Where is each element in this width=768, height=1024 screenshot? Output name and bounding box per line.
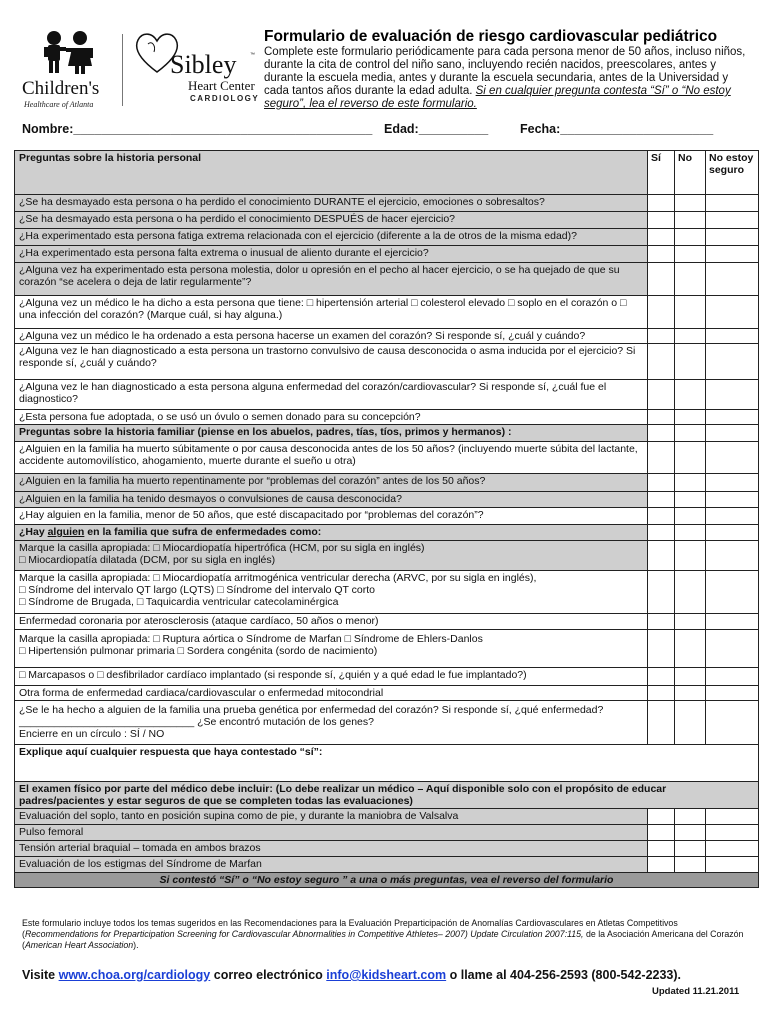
answer-no-cell[interactable] [675, 246, 706, 263]
answer-ns-cell[interactable] [706, 701, 759, 745]
question-text: ¿Alguna vez un médico le ha dicho a esta persona que tiene: □ hipertensión arterial □ colesterol elevado □ soplo en el corazón o □ una infección del corazón? (Marque cuál, si hay alguna.) [15, 296, 648, 329]
answer-no-cell[interactable] [675, 344, 706, 380]
question-text: ¿Ha experimentado esta persona falta extrema o inusual de aliento durante el ejercicio? [15, 246, 648, 263]
answer-ns-cell[interactable] [706, 212, 759, 229]
table-row [15, 825, 759, 841]
answer-si-cell[interactable] [648, 195, 675, 212]
question-text: ¿Alguna vez le han diagnosticado a esta persona un trastorno convulsivo de causa desconocida o asma inducida por el ejercicio? Si responde sí, ¿cuál y cuándo? [15, 344, 648, 380]
table-row [15, 246, 759, 263]
answer-si-cell[interactable] [648, 212, 675, 229]
answer-si-cell[interactable] [648, 668, 675, 686]
final-note: Si contestó “Sí” o “No estoy seguro ” a una o más preguntas, vea el reverso del formulario [15, 873, 759, 888]
disease-heading-pre: ¿Hay [19, 526, 48, 538]
table-row [15, 686, 759, 701]
question-text: Otra forma de enfermedad cardiaca/cardiovascular o enfermedad mitocondrial [15, 686, 648, 701]
contact-phone: o llame al 404-256-2593 (800-542-2233). [446, 968, 682, 982]
answer-si-cell[interactable] [648, 825, 675, 841]
answer-si-cell[interactable] [648, 474, 675, 492]
disease-heading-row [15, 525, 759, 541]
form-title: Formulario de evaluación de riesgo cardiovascular pediátrico [264, 28, 718, 45]
answer-ns-cell[interactable] [706, 492, 759, 508]
exam-item: Pulso femoral [15, 825, 648, 841]
answer-si-cell[interactable] [648, 344, 675, 380]
question-text: ¿Alguien en la familia ha tenido desmayos o convulsiones de causa desconocida? [15, 492, 648, 508]
table-row [15, 630, 759, 668]
footnote [22, 918, 752, 951]
logo-divider [122, 34, 123, 106]
logo-area [18, 28, 258, 108]
table-row [15, 474, 759, 492]
answer-si-cell[interactable] [648, 229, 675, 246]
blank-cell [648, 525, 675, 541]
blank-cell [675, 425, 706, 442]
answer-ns-cell[interactable] [706, 380, 759, 410]
question-text: ¿Alguna vez ha experimentado esta persona molestia, dolor u opresión en el pecho al hacer ejercicio, o se ha quejado de que su corazón “se acelera o deja de latir regularmente”? [15, 263, 648, 296]
intro-text: Complete este formulario periódicamente para cada persona menor de 50 años, incluso niños, durante la cita de control del niño sano, incluyendo recién nacidos, preescolares, antes y durante la escuela media, antes y durante la escuela secundaria, antes de la Universidad y cada tantos años durante la edad adulta. [264, 46, 746, 97]
answer-ns-cell[interactable] [706, 630, 759, 668]
contact-mid: correo electrónico [210, 968, 327, 982]
answer-ns-cell[interactable] [706, 809, 759, 825]
table-row [15, 380, 759, 410]
footnote-end: ). [133, 940, 139, 950]
table-header-row [15, 151, 759, 195]
answer-no-cell[interactable] [675, 195, 706, 212]
table-row [15, 344, 759, 380]
contact-line [22, 968, 681, 982]
childrens-logo-subtitle: Healthcare of Atlanta [24, 100, 94, 109]
table-row [15, 410, 759, 425]
answer-no-cell[interactable] [675, 686, 706, 701]
answer-si-cell[interactable] [648, 508, 675, 525]
table-row [15, 492, 759, 508]
answer-no-cell[interactable] [675, 630, 706, 668]
question-text: ¿Se le ha hecho a alguien de la familia una prueba genética por enfermedad del corazón? Si responde sí, ¿qué enfermedad? ______________________________ ¿Se encontró mutación de los genes? Encierre en un círculo : SÍ / NO [15, 701, 648, 745]
answer-no-cell[interactable] [675, 329, 706, 344]
table-row [15, 541, 759, 571]
answer-ns-cell[interactable] [706, 229, 759, 246]
table-row [15, 571, 759, 614]
answer-si-cell[interactable] [648, 442, 675, 474]
answer-ns-cell[interactable] [706, 296, 759, 329]
fecha-field[interactable]: Fecha:______________________ [520, 122, 714, 136]
answer-ns-cell[interactable] [706, 410, 759, 425]
answer-ns-cell[interactable] [706, 474, 759, 492]
exam-item: Evaluación de los estigmas del Síndrome de Marfan [15, 857, 648, 873]
table-row [15, 857, 759, 873]
answer-no-cell[interactable] [675, 410, 706, 425]
family-history-heading-row [15, 425, 759, 442]
question-text: ¿Se ha desmayado esta persona o ha perdido el conocimiento DESPUÉS de hacer ejercicio? [15, 212, 648, 229]
answer-no-cell[interactable] [675, 668, 706, 686]
question-text: ¿Hay alguien en la familia, menor de 50 años, que esté discapacitado por “problemas del corazón”? [15, 508, 648, 525]
answer-ns-cell[interactable] [706, 263, 759, 296]
answer-no-cell[interactable] [675, 212, 706, 229]
exam-heading-row [15, 782, 759, 809]
question-text: ¿Ha experimentado esta persona fatiga extrema relacionada con el ejercicio (diferente a la de otros de la misma edad)? [15, 229, 648, 246]
sibley-logo-cardiology: CARDIOLOGY [190, 94, 260, 103]
blank-cell [648, 425, 675, 442]
question-text: ¿Se ha desmayado esta persona o ha perdido el conocimiento DURANTE el ejercicio, emociones o sobresaltos? [15, 195, 648, 212]
answer-si-cell[interactable] [648, 410, 675, 425]
explain-row [15, 745, 759, 782]
answer-ns-cell[interactable] [706, 195, 759, 212]
table-row [15, 229, 759, 246]
answer-ns-cell[interactable] [706, 246, 759, 263]
question-text: Marque la casilla apropiada: □ Miocardiopatía hipertrófica (HCM, por su sigla en inglés) □ Miocardiopatía dilatada (DCM, por su sigla en inglés) [15, 541, 648, 571]
footnote-text: Este formulario incluye todos los temas sugeridos en las Recomendaciones para la Evaluación Preparticipación de Anomalías Cardiovasculares en Atletas Competitivos ( [22, 918, 678, 939]
answer-no-cell[interactable] [675, 474, 706, 492]
exam-item: Evaluación del soplo, tanto en posición supina como de pie, y durante la maniobra de Valsalva [15, 809, 648, 825]
answer-no-cell[interactable] [675, 442, 706, 474]
table-row [15, 701, 759, 745]
question-text: ¿Alguna vez un médico le ha ordenado a esta persona hacerse un examen del corazón? Si responde sí, ¿cuál y cuándo? [15, 329, 648, 344]
question-text: ¿Esta persona fue adoptada, o se usó un óvulo o semen donado para su concepción? [15, 410, 648, 425]
answer-no-cell[interactable] [675, 825, 706, 841]
answer-si-cell[interactable] [648, 614, 675, 630]
question-text: Marque la casilla apropiada: □ Ruptura aórtica o Síndrome de Marfan □ Síndrome de Ehlers-Danlos □ Hipertensión pulmonar primaria □ Sordera congénita (sordo de nacimiento) [15, 630, 648, 668]
answer-no-cell[interactable] [675, 492, 706, 508]
answer-no-cell[interactable] [675, 541, 706, 571]
question-text: Enfermedad coronaria por aterosclerosis (ataque cardíaco, 50 años o menor) [15, 614, 648, 630]
answer-si-cell[interactable] [648, 571, 675, 614]
blank-cell [706, 525, 759, 541]
answer-si-cell[interactable] [648, 246, 675, 263]
table-row [15, 296, 759, 329]
answer-si-cell[interactable] [648, 701, 675, 745]
table-row [15, 263, 759, 296]
questionnaire-table [14, 150, 759, 888]
website-link[interactable]: www.choa.org/cardiology [58, 968, 211, 982]
table-row [15, 212, 759, 229]
answer-ns-cell[interactable] [706, 825, 759, 841]
table-row [15, 508, 759, 525]
answer-si-cell[interactable] [648, 296, 675, 329]
disease-heading [15, 525, 648, 541]
footnote-citation: Recommendations for Preparticipation Screening for Cardiovascular Abnormalities in Competitive Athletes– 2007) Update Circulation 2007:115, [24, 929, 584, 939]
answer-ns-cell[interactable] [706, 541, 759, 571]
answer-ns-cell[interactable] [706, 508, 759, 525]
table-row [15, 329, 759, 344]
form-intro [264, 46, 754, 111]
personal-history-heading: Preguntas sobre la historia personal [15, 151, 648, 195]
intro-emphasis: Si en cualquier pregunta contesta “Sí” o “No estoy seguro”, lea el reverso de este formulario. [264, 85, 731, 110]
table-row [15, 195, 759, 212]
answer-no-cell[interactable] [675, 841, 706, 857]
answer-no-cell[interactable] [675, 614, 706, 630]
answer-no-cell[interactable] [675, 229, 706, 246]
disease-heading-underlined: alguien [47, 526, 85, 538]
answer-ns-cell[interactable] [706, 442, 759, 474]
explain-answers-field[interactable]: Explique aquí cualquier respuesta que haya contestado “sí”: [15, 745, 759, 782]
answer-si-cell[interactable] [648, 630, 675, 668]
table-row [15, 442, 759, 474]
sibley-logo-subtitle: Heart Center [188, 78, 255, 93]
footnote-aha: American Heart Association [24, 940, 134, 950]
question-text: Marque la casilla apropiada: □ Miocardiopatía arritmogénica ventricular derecha (ARVC, por su sigla en inglés), □ Síndrome del intervalo QT largo (LQTS) □ Síndrome del intervalo QT corto □ Síndrome de Brugada, □ Taquicardia ventricular catecolaminérgica [15, 571, 648, 614]
email-link[interactable]: info@kidsheart.com [326, 968, 447, 982]
answer-no-cell[interactable] [675, 857, 706, 873]
answer-ns-cell[interactable] [706, 329, 759, 344]
answer-no-cell[interactable] [675, 571, 706, 614]
blank-cell [675, 525, 706, 541]
answer-no-cell[interactable] [675, 508, 706, 525]
question-text: ¿Alguna vez le han diagnosticado a esta persona alguna enfermedad del corazón/cardiovascular? Si responde sí, ¿cuál fue el diagnostico? [15, 380, 648, 410]
contact-visit: Visite [22, 968, 59, 982]
table-row [15, 614, 759, 630]
table-row [15, 668, 759, 686]
answer-si-cell[interactable] [648, 686, 675, 701]
answer-ns-cell[interactable] [706, 668, 759, 686]
disease-heading-post: en la familia que sufra de enfermedades como: [84, 526, 322, 538]
answer-ns-cell[interactable] [706, 841, 759, 857]
question-text: □ Marcapasos o □ desfibrilador cardíaco implantado (si responde sí, ¿quién y a qué edad le fue implantado?) [15, 668, 648, 686]
edad-field[interactable]: Edad:__________ [384, 122, 489, 136]
answer-no-cell[interactable] [675, 296, 706, 329]
exam-item: Tensión arterial braquial – tomada en ambos brazos [15, 841, 648, 857]
answer-si-cell[interactable] [648, 263, 675, 296]
footnote-text-2: de la Asociación Americana del Corazón ( [22, 929, 744, 950]
question-text: ¿Alguien en la familia ha muerto súbitamente o por causa desconocida antes de los 50 años? (incluyendo muerte súbita del lactante, accidente automovilístico, ahogamiento, muerte durante el sueño u otra) [15, 442, 648, 474]
answer-si-cell[interactable] [648, 329, 675, 344]
answer-si-cell[interactable] [648, 541, 675, 571]
answer-no-cell[interactable] [675, 380, 706, 410]
answer-si-cell[interactable] [648, 809, 675, 825]
answer-si-cell[interactable] [648, 857, 675, 873]
answer-no-cell[interactable] [675, 701, 706, 745]
table-row [15, 809, 759, 825]
answer-ns-cell[interactable] [706, 344, 759, 380]
final-note-row [15, 873, 759, 888]
updated-date: Updated 11.21.2011 [652, 986, 740, 997]
answer-si-cell[interactable] [648, 492, 675, 508]
answer-ns-cell[interactable] [706, 614, 759, 630]
column-no: No [675, 151, 706, 195]
trademark-mark: ™ [250, 52, 255, 58]
question-text: ¿Alguien en la familia ha muerto repentinamente por “problemas del corazón” antes de los 50 años? [15, 474, 648, 492]
answer-no-cell[interactable] [675, 263, 706, 296]
column-no-estoy-seguro: No estoy seguro [706, 151, 759, 195]
childrens-kids-logo-icon [40, 28, 100, 78]
answer-si-cell[interactable] [648, 380, 675, 410]
answer-ns-cell[interactable] [706, 686, 759, 701]
answer-si-cell[interactable] [648, 841, 675, 857]
sibley-logo-name: Sibley [170, 50, 237, 79]
column-si: Sí [648, 151, 675, 195]
family-history-heading: Preguntas sobre la historia familiar (piense en los abuelos, padres, tías, tíos, primos y hermanos) : [15, 425, 648, 442]
answer-no-cell[interactable] [675, 809, 706, 825]
blank-cell [706, 425, 759, 442]
nombre-field[interactable]: Nombre:___________________________________________ [22, 122, 373, 136]
childrens-logo-name: Children's [22, 78, 100, 99]
table-row [15, 841, 759, 857]
answer-ns-cell[interactable] [706, 857, 759, 873]
answer-ns-cell[interactable] [706, 571, 759, 614]
exam-heading: El examen físico por parte del médico debe incluir: (Lo debe realizar un médico – Aquí disponible solo con el propósito de educar padres/pacientes y estar seguros de que se completen todas las evaluaciones) [15, 782, 759, 809]
